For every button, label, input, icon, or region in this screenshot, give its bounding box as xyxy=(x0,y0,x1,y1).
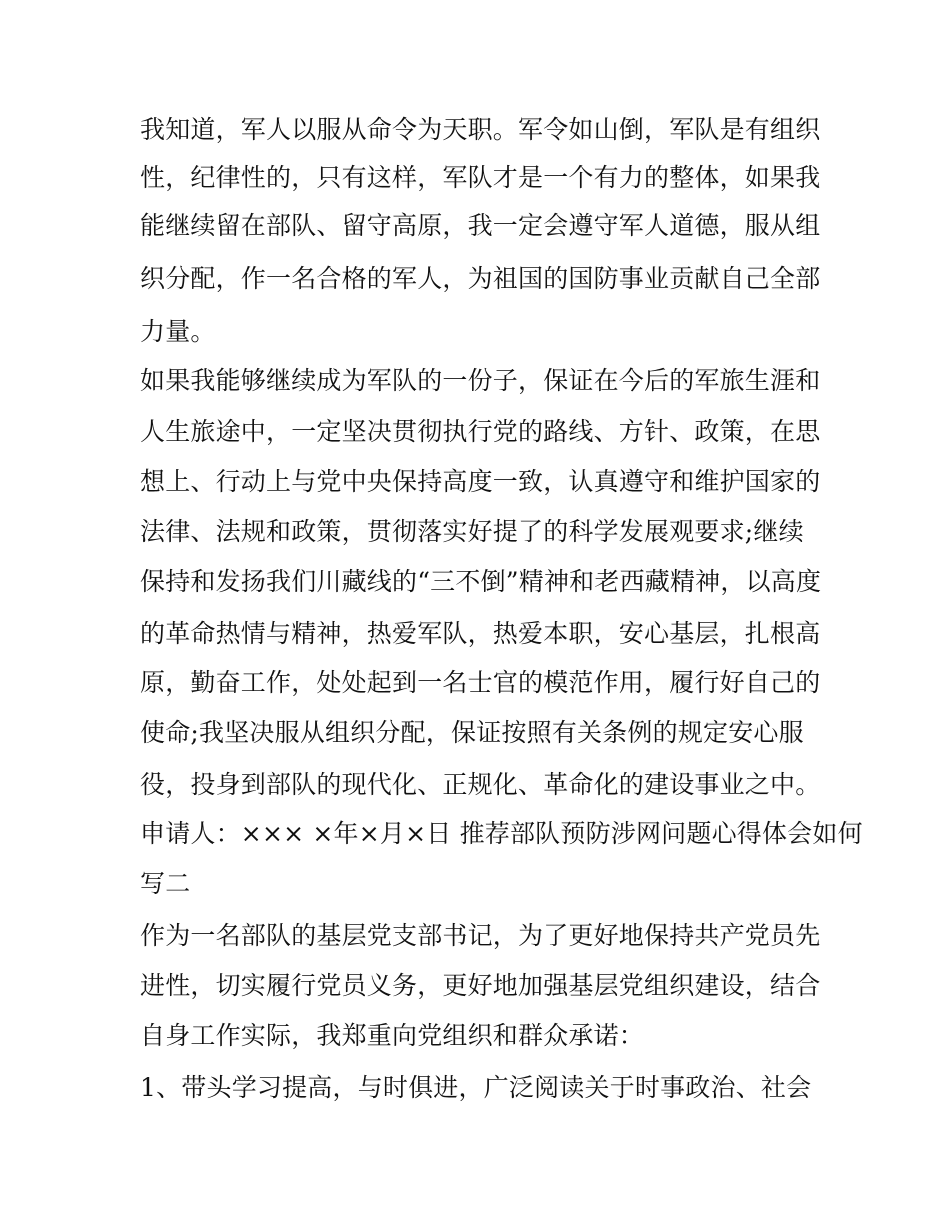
text-line: 织分配，作一名合格的军人，为祖国的国防事业贡献自己全部 xyxy=(140,264,821,293)
text-line: 原，勤奋工作，处处起到一名士官的模范作用，履行好自己的 xyxy=(140,668,821,697)
text-line: 的革命热情与精神，热爱军队，热爱本职，安心基层，扎根高 xyxy=(140,619,821,648)
text-line: 作为一名部队的基层党支部书记，为了更好地保持共产党员先 xyxy=(140,921,821,950)
text-line: 保持和发扬我们川藏线的“三不倒”精神和老西藏精神，以高度 xyxy=(140,567,822,596)
text-line: 役，投身到部队的现代化、正规化、革命化的建设事业之中。 xyxy=(140,770,821,799)
text-line: 想上、行动上与党中央保持高度一致，认真遵守和维护国家的 xyxy=(140,467,821,496)
text-line: 自身工作实际，我郑重向党组织和群众承诺： xyxy=(140,1021,645,1050)
text-line: 申请人：××× ×年×月×日 推荐部队预防涉网问题心得体会如何 xyxy=(140,819,863,848)
text-line: 能继续留在部队、留守高原，我一定会遵守军人道德，服从组 xyxy=(140,211,821,240)
text-line: 我知道，军人以服从命令为天职。军令如山倒，军队是有组织 xyxy=(140,115,821,144)
text-line: 力量。 xyxy=(140,317,216,346)
text-line: 进性，切实履行党员义务，更好地加强基层党组织建设，结合 xyxy=(140,971,821,1000)
text-line: 1、带头学习提高，与时俱进，广泛阅读关于时事政治、社会 xyxy=(140,1073,812,1102)
text-line: 人生旅途中，一定坚决贯彻执行党的路线、方针、政策，在思 xyxy=(140,417,821,446)
text-line: 使命;我坚决服从组织分配，保证按照有关条例的规定安心服 xyxy=(140,718,804,747)
text-line: 写二 xyxy=(140,869,191,898)
text-line: 如果我能够继续成为军队的一份子，保证在今后的军旅生涯和 xyxy=(140,366,821,395)
text-line: 法律、法规和政策，贯彻落实好提了的科学发展观要求;继续 xyxy=(140,517,804,546)
text-line: 性，纪律性的，只有这样，军队才是一个有力的整体，如果我 xyxy=(140,163,821,192)
